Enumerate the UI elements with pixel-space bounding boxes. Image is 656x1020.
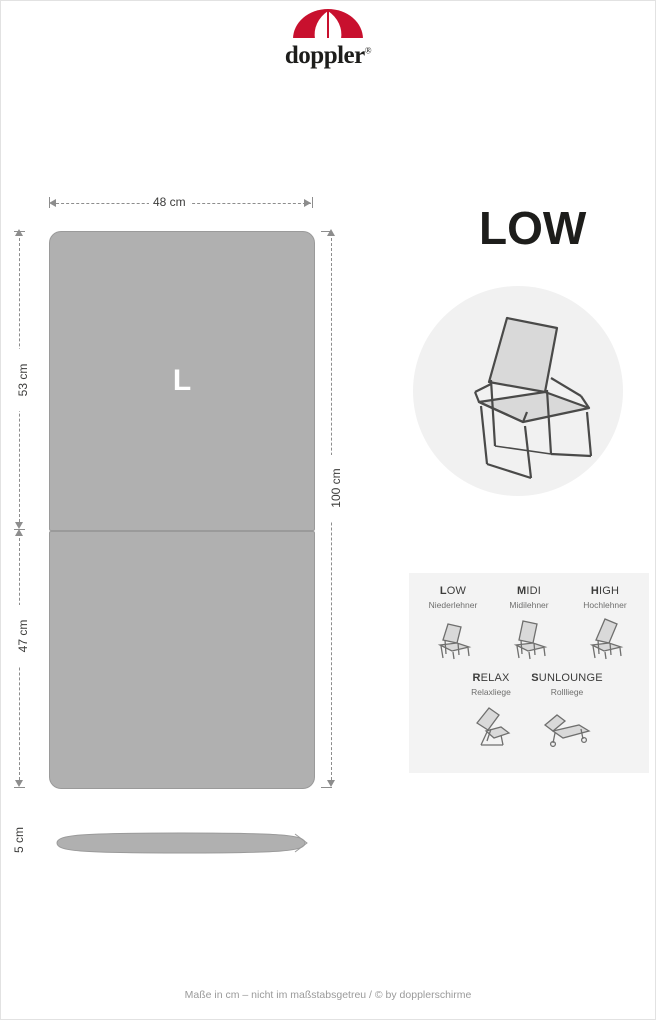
low-chair-illustration	[431, 296, 621, 486]
total-height-arrow-bottom	[327, 780, 335, 787]
legend-row	[409, 573, 649, 660]
legend-item-label: Hochlehner	[583, 600, 627, 610]
chair-type-legend	[409, 573, 649, 773]
width-tick-right	[312, 197, 313, 208]
brand-name: doppler®	[284, 42, 372, 69]
relax-chair-icon	[453, 701, 529, 747]
umbrella-icon	[285, 9, 371, 41]
lower-tick-bottom	[14, 787, 25, 788]
midi-chair-icon	[491, 614, 567, 660]
total-tick-bottom	[321, 787, 332, 788]
legend-item-label: Midilehner	[509, 600, 549, 610]
legend-item-code: RELAX	[472, 672, 510, 684]
legend-item-code: HIGH	[590, 585, 620, 597]
lower-height-label: 47 cm	[16, 605, 30, 667]
legend-item-code: MIDI	[516, 585, 542, 597]
total-height-label: 100 cm	[329, 455, 343, 521]
legend-item-relax[interactable]	[453, 660, 529, 747]
legend-item-label: Rollliege	[550, 687, 584, 697]
cushion-back-panel	[49, 231, 315, 531]
legend-item-label: Relaxliege	[471, 687, 511, 697]
sunlounge-icon	[529, 701, 605, 747]
legend-item-high[interactable]	[567, 573, 643, 660]
legend-item-sunlounge[interactable]	[529, 660, 605, 747]
width-label: 48 cm	[149, 195, 190, 209]
product-type-section	[401, 201, 651, 255]
footer-note: Maße in cm – nicht im maßstabsgetreu / © by dopplerschirme	[184, 989, 472, 1001]
high-chair-icon	[567, 614, 643, 660]
cushion-side-profile	[49, 829, 313, 857]
upper-height-arrow-bottom	[15, 522, 23, 529]
legend-item-label: Niederlehner	[428, 600, 478, 610]
upper-height-label: 53 cm	[16, 349, 30, 411]
size-letter: L	[172, 364, 192, 397]
lower-height-arrow-bottom	[15, 780, 23, 787]
cushion-diagram	[1, 181, 401, 881]
legend-row	[409, 660, 649, 747]
thickness-label: 5 cm	[12, 810, 26, 870]
low-chair-icon	[415, 614, 491, 660]
legend-item-code: LOW	[439, 585, 467, 597]
legend-item-midi[interactable]	[491, 573, 567, 660]
page-title: LOW	[479, 202, 587, 254]
width-arrow-right	[304, 199, 311, 207]
cushion-seat-panel	[49, 531, 315, 789]
legend-item-code: SUNLOUNGE	[531, 672, 603, 684]
legend-item-low[interactable]	[415, 573, 491, 660]
lower-height-arrow-top	[15, 529, 23, 536]
upper-tick-top	[14, 231, 25, 232]
total-tick-top	[321, 231, 332, 232]
width-arrow-left	[49, 199, 56, 207]
width-tick-left	[49, 197, 50, 208]
brand-logo	[1, 9, 655, 77]
